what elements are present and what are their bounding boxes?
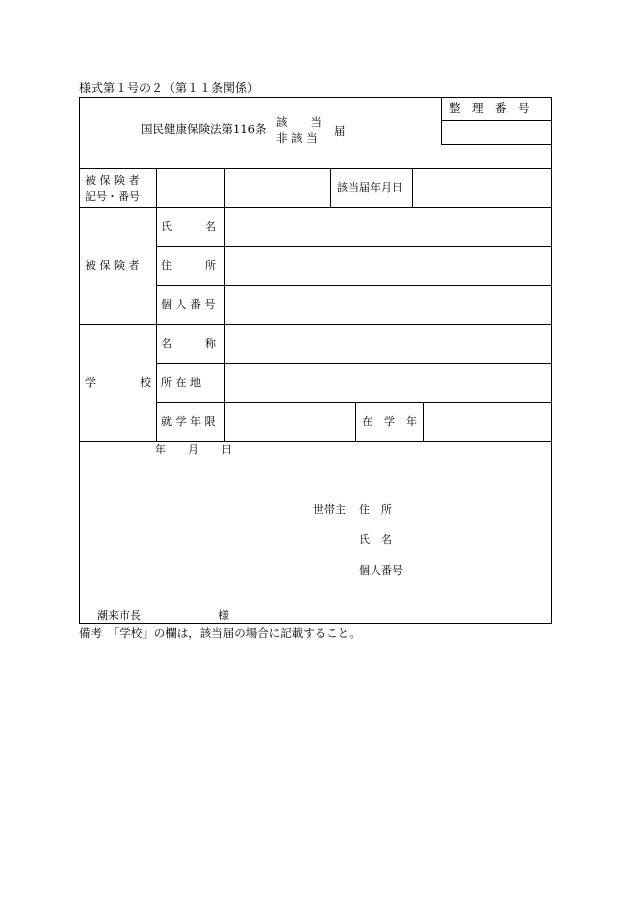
- frame-bottom: [79, 623, 552, 624]
- school-col-a: [355, 402, 356, 441]
- date-line[interactable]: 年 月 日: [155, 443, 232, 456]
- id-col-3: [330, 168, 331, 207]
- applicable-date-field[interactable]: [413, 169, 551, 207]
- law-title: 国民健康保険法第116条: [141, 122, 267, 136]
- school-name-label: 名 称: [161, 337, 216, 350]
- id-col-1: [156, 168, 157, 441]
- householder-label: 世帯主: [313, 503, 346, 516]
- row-line-8: [79, 441, 552, 442]
- householder-name-label: 氏 名: [359, 533, 392, 546]
- addressee: 潮来市長 様: [97, 609, 229, 622]
- school-period-field[interactable]: [225, 403, 355, 441]
- school-name-field[interactable]: [225, 325, 551, 363]
- option-not-applicable[interactable]: 非 該 当: [276, 131, 318, 145]
- insured-address-label: 住 所: [161, 259, 216, 272]
- school-location-label: 所 在 地: [161, 376, 201, 389]
- frame-left: [79, 97, 80, 624]
- frame-right: [551, 97, 552, 624]
- option-applicable[interactable]: 該 当: [276, 115, 322, 129]
- insured-mynumber-field[interactable]: [225, 286, 551, 324]
- householder-mynumber-label: 個人番号: [359, 564, 403, 577]
- seiri-box-bottom: [441, 144, 552, 145]
- form-header-note: 様式第１号の２（第１１条関係）: [79, 81, 260, 95]
- school-year-label: 在 学 年: [362, 415, 417, 428]
- insured-symbol-field[interactable]: [157, 169, 224, 207]
- school-year-field[interactable]: [424, 403, 551, 441]
- insured-name-field[interactable]: [225, 208, 551, 246]
- insured-mynumber-label: 個 人 番 号: [161, 298, 216, 311]
- school-section-label: 学 校: [85, 376, 151, 389]
- insured-id-label-1: 被 保 険 者: [85, 174, 140, 187]
- school-period-label: 就 学 年 限: [161, 415, 216, 428]
- remarks: 備考 「学校」の欄は，該当届の場合に記載すること。: [79, 626, 361, 640]
- school-location-field[interactable]: [225, 364, 551, 402]
- applicable-date-label: 該当届年月日: [337, 181, 403, 194]
- insured-id-label-2: 記号・番号: [85, 190, 140, 203]
- frame-top: [79, 97, 552, 98]
- seiri-bangou-label: 整 理 番 号: [449, 101, 530, 115]
- insured-number-field[interactable]: [225, 169, 330, 207]
- insured-section-label: 被 保 険 者: [85, 259, 140, 272]
- todoke-label: 届: [334, 124, 346, 138]
- insured-address-field[interactable]: [225, 247, 551, 285]
- seiri-bangou-field[interactable]: [442, 121, 551, 144]
- householder-address-label: 住 所: [359, 503, 392, 516]
- insured-name-label: 氏 名: [161, 220, 216, 233]
